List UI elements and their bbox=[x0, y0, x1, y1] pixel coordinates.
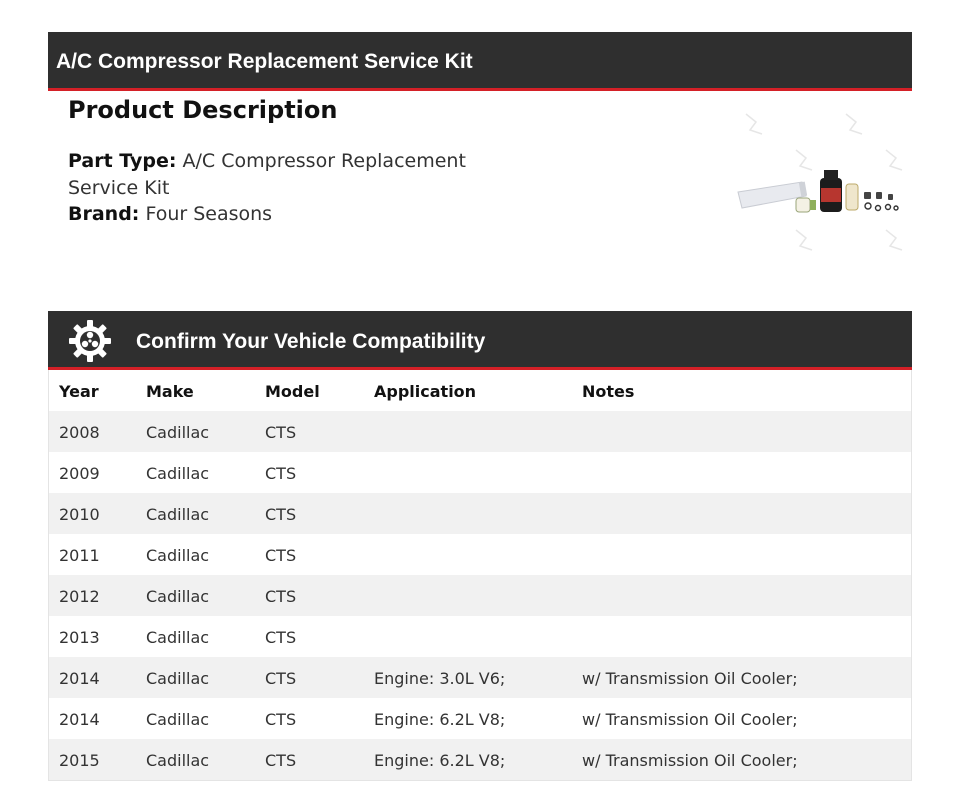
table-cell-year: 2012 bbox=[59, 587, 100, 606]
table-row bbox=[49, 493, 911, 534]
table-cell-model: CTS bbox=[265, 710, 297, 729]
table-cell-year: 2010 bbox=[59, 505, 100, 524]
table-cell-model: CTS bbox=[265, 423, 297, 442]
table-row bbox=[49, 534, 911, 575]
table-cell-make: Cadillac bbox=[146, 587, 210, 606]
table-cell-make: Cadillac bbox=[146, 505, 210, 524]
brand-value: Four Seasons bbox=[145, 203, 273, 225]
column-header-year: Year bbox=[59, 382, 99, 401]
brand-line bbox=[68, 203, 272, 225]
table-row bbox=[49, 698, 911, 739]
compatibility-banner bbox=[48, 311, 912, 370]
table-row bbox=[49, 616, 911, 657]
table-cell-notes: w/ Transmission Oil Cooler; bbox=[582, 751, 798, 770]
table-cell-make: Cadillac bbox=[146, 710, 210, 729]
table-cell-year: 2014 bbox=[59, 669, 100, 688]
brand-label: Brand: bbox=[68, 203, 140, 225]
table-cell-make: Cadillac bbox=[146, 464, 210, 483]
table-cell-model: CTS bbox=[265, 751, 297, 770]
part-type-value-cont: Service Kit bbox=[68, 177, 170, 199]
table-cell-year: 2009 bbox=[59, 464, 100, 483]
table-cell-model: CTS bbox=[265, 505, 297, 524]
table-cell-make: Cadillac bbox=[146, 546, 210, 565]
compatibility-title: Confirm Your Vehicle Compatibility bbox=[136, 330, 486, 353]
table-row bbox=[49, 739, 911, 780]
small-bottle bbox=[796, 198, 816, 212]
compatibility-table bbox=[48, 370, 912, 781]
part-type-line-2 bbox=[68, 177, 169, 199]
column-header-notes: Notes bbox=[582, 382, 635, 401]
table-row bbox=[49, 657, 911, 698]
table-cell-year: 2013 bbox=[59, 628, 100, 647]
product-title-banner bbox=[48, 32, 912, 91]
part-type-line bbox=[68, 150, 466, 172]
part-type-value: A/C Compressor Replacement bbox=[182, 150, 466, 172]
table-cell-notes: w/ Transmission Oil Cooler; bbox=[582, 669, 798, 688]
table-cell-make: Cadillac bbox=[146, 423, 210, 442]
table-cell-model: CTS bbox=[265, 669, 297, 688]
table-cell-year: 2008 bbox=[59, 423, 100, 442]
table-cell-application: Engine: 3.0L V6; bbox=[374, 669, 506, 688]
table-cell-year: 2015 bbox=[59, 751, 100, 770]
table-row bbox=[49, 411, 911, 452]
table-cell-year: 2014 bbox=[59, 710, 100, 729]
column-header-make: Make bbox=[146, 382, 194, 401]
table-cell-make: Cadillac bbox=[146, 751, 210, 770]
table-cell-model: CTS bbox=[265, 464, 297, 483]
table-row bbox=[49, 452, 911, 493]
table-body bbox=[49, 411, 911, 780]
part-type-label: Part Type: bbox=[68, 150, 177, 172]
product-description-heading: Product Description bbox=[68, 96, 338, 124]
table-row bbox=[49, 575, 911, 616]
product-title: A/C Compressor Replacement Service Kit bbox=[56, 50, 473, 73]
table-cell-make: Cadillac bbox=[146, 628, 210, 647]
product-kit-image[interactable] bbox=[736, 104, 906, 260]
o-rings bbox=[865, 203, 898, 211]
gear-icon bbox=[68, 319, 112, 363]
table-cell-model: CTS bbox=[265, 587, 297, 606]
oil-bottle bbox=[820, 170, 842, 212]
caps bbox=[864, 192, 893, 200]
table-cell-year: 2011 bbox=[59, 546, 100, 565]
table-cell-application: Engine: 6.2L V8; bbox=[374, 710, 506, 729]
table-header-row bbox=[49, 370, 911, 411]
column-header-application: Application bbox=[374, 382, 477, 401]
table-cell-make: Cadillac bbox=[146, 669, 210, 688]
table-cell-model: CTS bbox=[265, 628, 297, 647]
orifice-tube bbox=[846, 184, 858, 210]
table-cell-notes: w/ Transmission Oil Cooler; bbox=[582, 710, 798, 729]
column-header-model: Model bbox=[265, 382, 320, 401]
table-cell-application: Engine: 6.2L V8; bbox=[374, 751, 506, 770]
table-cell-model: CTS bbox=[265, 546, 297, 565]
